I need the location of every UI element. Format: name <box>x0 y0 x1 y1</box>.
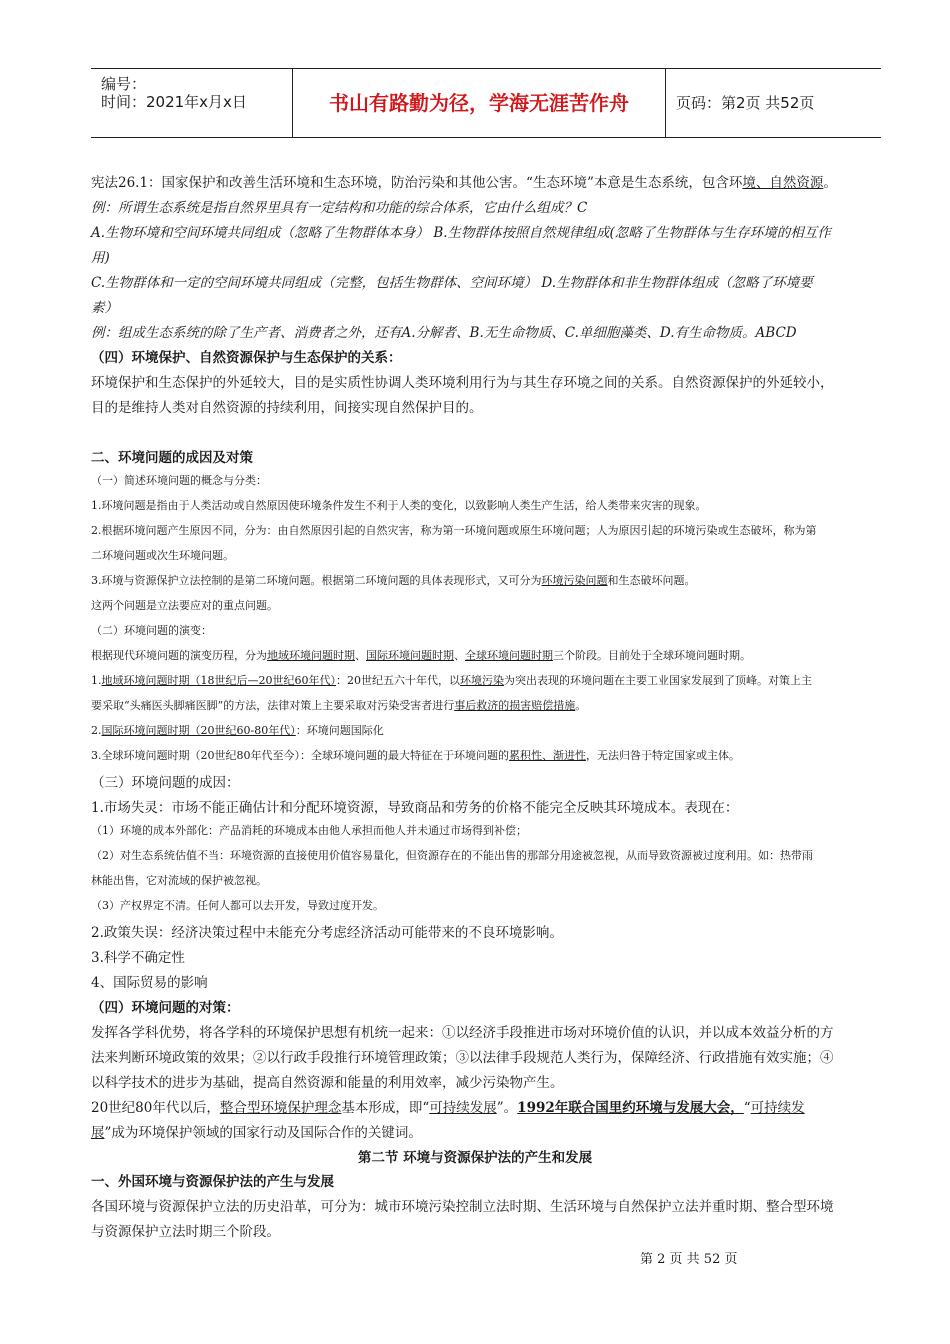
text-line: 各国环境与资源保护立法的历史沿革，可分为：城市环境污染控制立法时期、生活环境与自然保护立法并重时期、整合型环境 <box>91 1199 834 1215</box>
small-line: （2）对生态系统估值不当：环境资源的直接使用价值容易量化，但资源存在的不能出售的那部分用途被忽视，从而导致资源被过度利用。如：热带雨 <box>91 849 813 862</box>
small-line: 二环境问题或次生环境问题。 <box>91 549 234 562</box>
text-line: 目的是维持人类对自然资源的持续利用，间接实现自然保护目的。 <box>91 400 483 416</box>
small-line: 2.根据环境问题产生原因不同，分为：由自然原因引起的自然灾害，称为第一环境问题或原生环境问题；人为原因引起的环境污染或生态破坏，称为第 <box>91 524 817 537</box>
text-line: 与资源保护立法时期三个阶段。 <box>91 1224 280 1240</box>
section-heading: 二、环境问题的成因及对策 <box>91 450 253 466</box>
small-line: 林能出售，它对流域的保护被忽视。 <box>91 874 267 887</box>
small-line: 1.环境问题是指由于人类活动或自然原因使环境条件发生不利于人类的变化，以致影响人类生产生活，给人类带来灾害的现象。 <box>91 499 707 512</box>
subsection-heading: （四）环境保护、自然资源保护与生态保护的关系： <box>91 350 402 366</box>
small-line: 3.环境与资源保护立法控制的是第二环境问题。根据第二环境问题的具体表现形式，又可分为环境污染问题和生态破坏问题。 <box>91 574 696 587</box>
text-line: 展”成为环境保护领域的国家行动及国际合作的关键词。 <box>91 1125 422 1141</box>
chapter-section-title: 第二节 环境与资源保护法的产生和发展 <box>357 1150 593 1166</box>
header-page-label: 页码：第2页 共52页 <box>676 94 815 112</box>
text-line: 20世纪80年代以后，整合型环境保护理念基本形成，即“可持续发展”。1992年联合国里约环境与发展大会，“可持续发 <box>91 1100 805 1116</box>
small-line: （3）产权界定不清。任何人都可以去开发，导致过度开发。 <box>91 899 384 912</box>
text-line: （三）环境问题的成因： <box>91 775 240 791</box>
header-meta-cell <box>91 69 293 137</box>
page-footer: 第 2 页 共 52 页 <box>640 1252 738 1267</box>
text-line: 发挥各学科优势，将各学科的环境保护思想有机统一起来：①以经济手段推进市场对环境价值的认识，并以成本效益分析的方 <box>91 1025 834 1041</box>
text-line: 法来判断环境政策的效果；②以行政手段推行环境管理政策；③以法律手段规范人类行为，保障经济、行政措施有效实施；④ <box>91 1050 834 1066</box>
text-line: 3.科学不确定性 <box>91 950 185 966</box>
option-line: 用) <box>91 250 110 266</box>
small-line: 2.国际环境问题时期（20世纪60-80年代）：环境问题国际化 <box>91 724 384 737</box>
text-line: 4、国际贸易的影响 <box>91 975 208 991</box>
small-line: 1.地域环境问题时期（18世纪后—20世纪60年代）：20世纪五六十年代，以环境污染为突出表现的环境问题在主要工业国家发展到了顶峰。对策上主 <box>91 674 812 687</box>
header-motto: 书山有路勤为径，学海无涯苦作舟 <box>293 69 666 137</box>
header-table <box>91 68 881 138</box>
time-label: 时间：2021年x月x日 <box>101 93 247 111</box>
text-line: 环境保护和生态保护的外延较大，目的是实质性协调人类环境利用行为与其生存环境之间的关系。自然资源保护的外延较小， <box>91 375 834 391</box>
text-line: 以科学技术的进步为基础，提高自然资源和能量的利用效率，减少污染物产生。 <box>91 1075 564 1091</box>
small-line: （1）环境的成本外部化：产品消耗的环境成本由他人承担而他人并未通过市场得到补偿； <box>91 824 527 837</box>
text-line: 宪法26.1：国家保护和改善生活环境和生态环境，防治污染和其他公害。“生态环境”本意是生态系统，包含环境、自然资源。 <box>91 175 837 191</box>
section-heading: 一、外国环境与资源保护法的产生与发展 <box>91 1174 334 1190</box>
example-question: 例：所谓生态系统是指自然界里具有一定结构和功能的综合体系，它由什么组成？C <box>91 200 588 216</box>
option-line: C.生物群体和一定的空间环境共同组成（完整，包括生物群体、空间环境） D.生物群体和非生物群体组成（忽略了环境要 <box>91 275 813 291</box>
small-line: 这两个问题是立法要应对的重点问题。 <box>91 599 278 612</box>
option-line: 素） <box>91 300 118 316</box>
subsection-heading: （四）环境问题的对策： <box>91 1000 240 1016</box>
small-line: 要采取“头痛医头脚痛医脚”的方法，法律对策上主要采取对污染受害者进行事后救济的损害赔偿措施。 <box>91 699 587 712</box>
small-line: （一）简述环境问题的概念与分类： <box>91 474 267 487</box>
serial-label: 编号： <box>101 75 147 93</box>
text-line: 2.政策失误：经济决策过程中未能充分考虑经济活动可能带来的不良环境影响。 <box>91 925 563 941</box>
option-line: A.生物环境和空间环境共同组成（忽略了生物群体本身） B.生物群体按照自然规律组成(忽略了生物群体与生存环境的相互作 <box>91 225 831 241</box>
example-question: 例：组成生态系统的除了生产者、消费者之外，还有A.分解者、B.无生命物质、C.单细胞藻类、D.有生命物质。ABCD <box>91 325 797 341</box>
small-line: 3.全球环境问题时期（20世纪80年代至今）：全球环境问题的最大特征在于环境问题的累积性、渐进性，无法归咎于特定国家或主体。 <box>91 749 740 762</box>
small-line: （二）环境问题的演变： <box>91 624 212 637</box>
small-line: 根据现代环境问题的演变历程，分为地域环境问题时期、国际环境问题时期、全球环境问题时期三个阶段。目前处于全球环境问题时期。 <box>91 649 751 662</box>
text-line: 1.市场失灵：市场不能正确估计和分配环境资源，导致商品和劳务的价格不能完全反映其环境成本。表现在： <box>91 800 739 816</box>
